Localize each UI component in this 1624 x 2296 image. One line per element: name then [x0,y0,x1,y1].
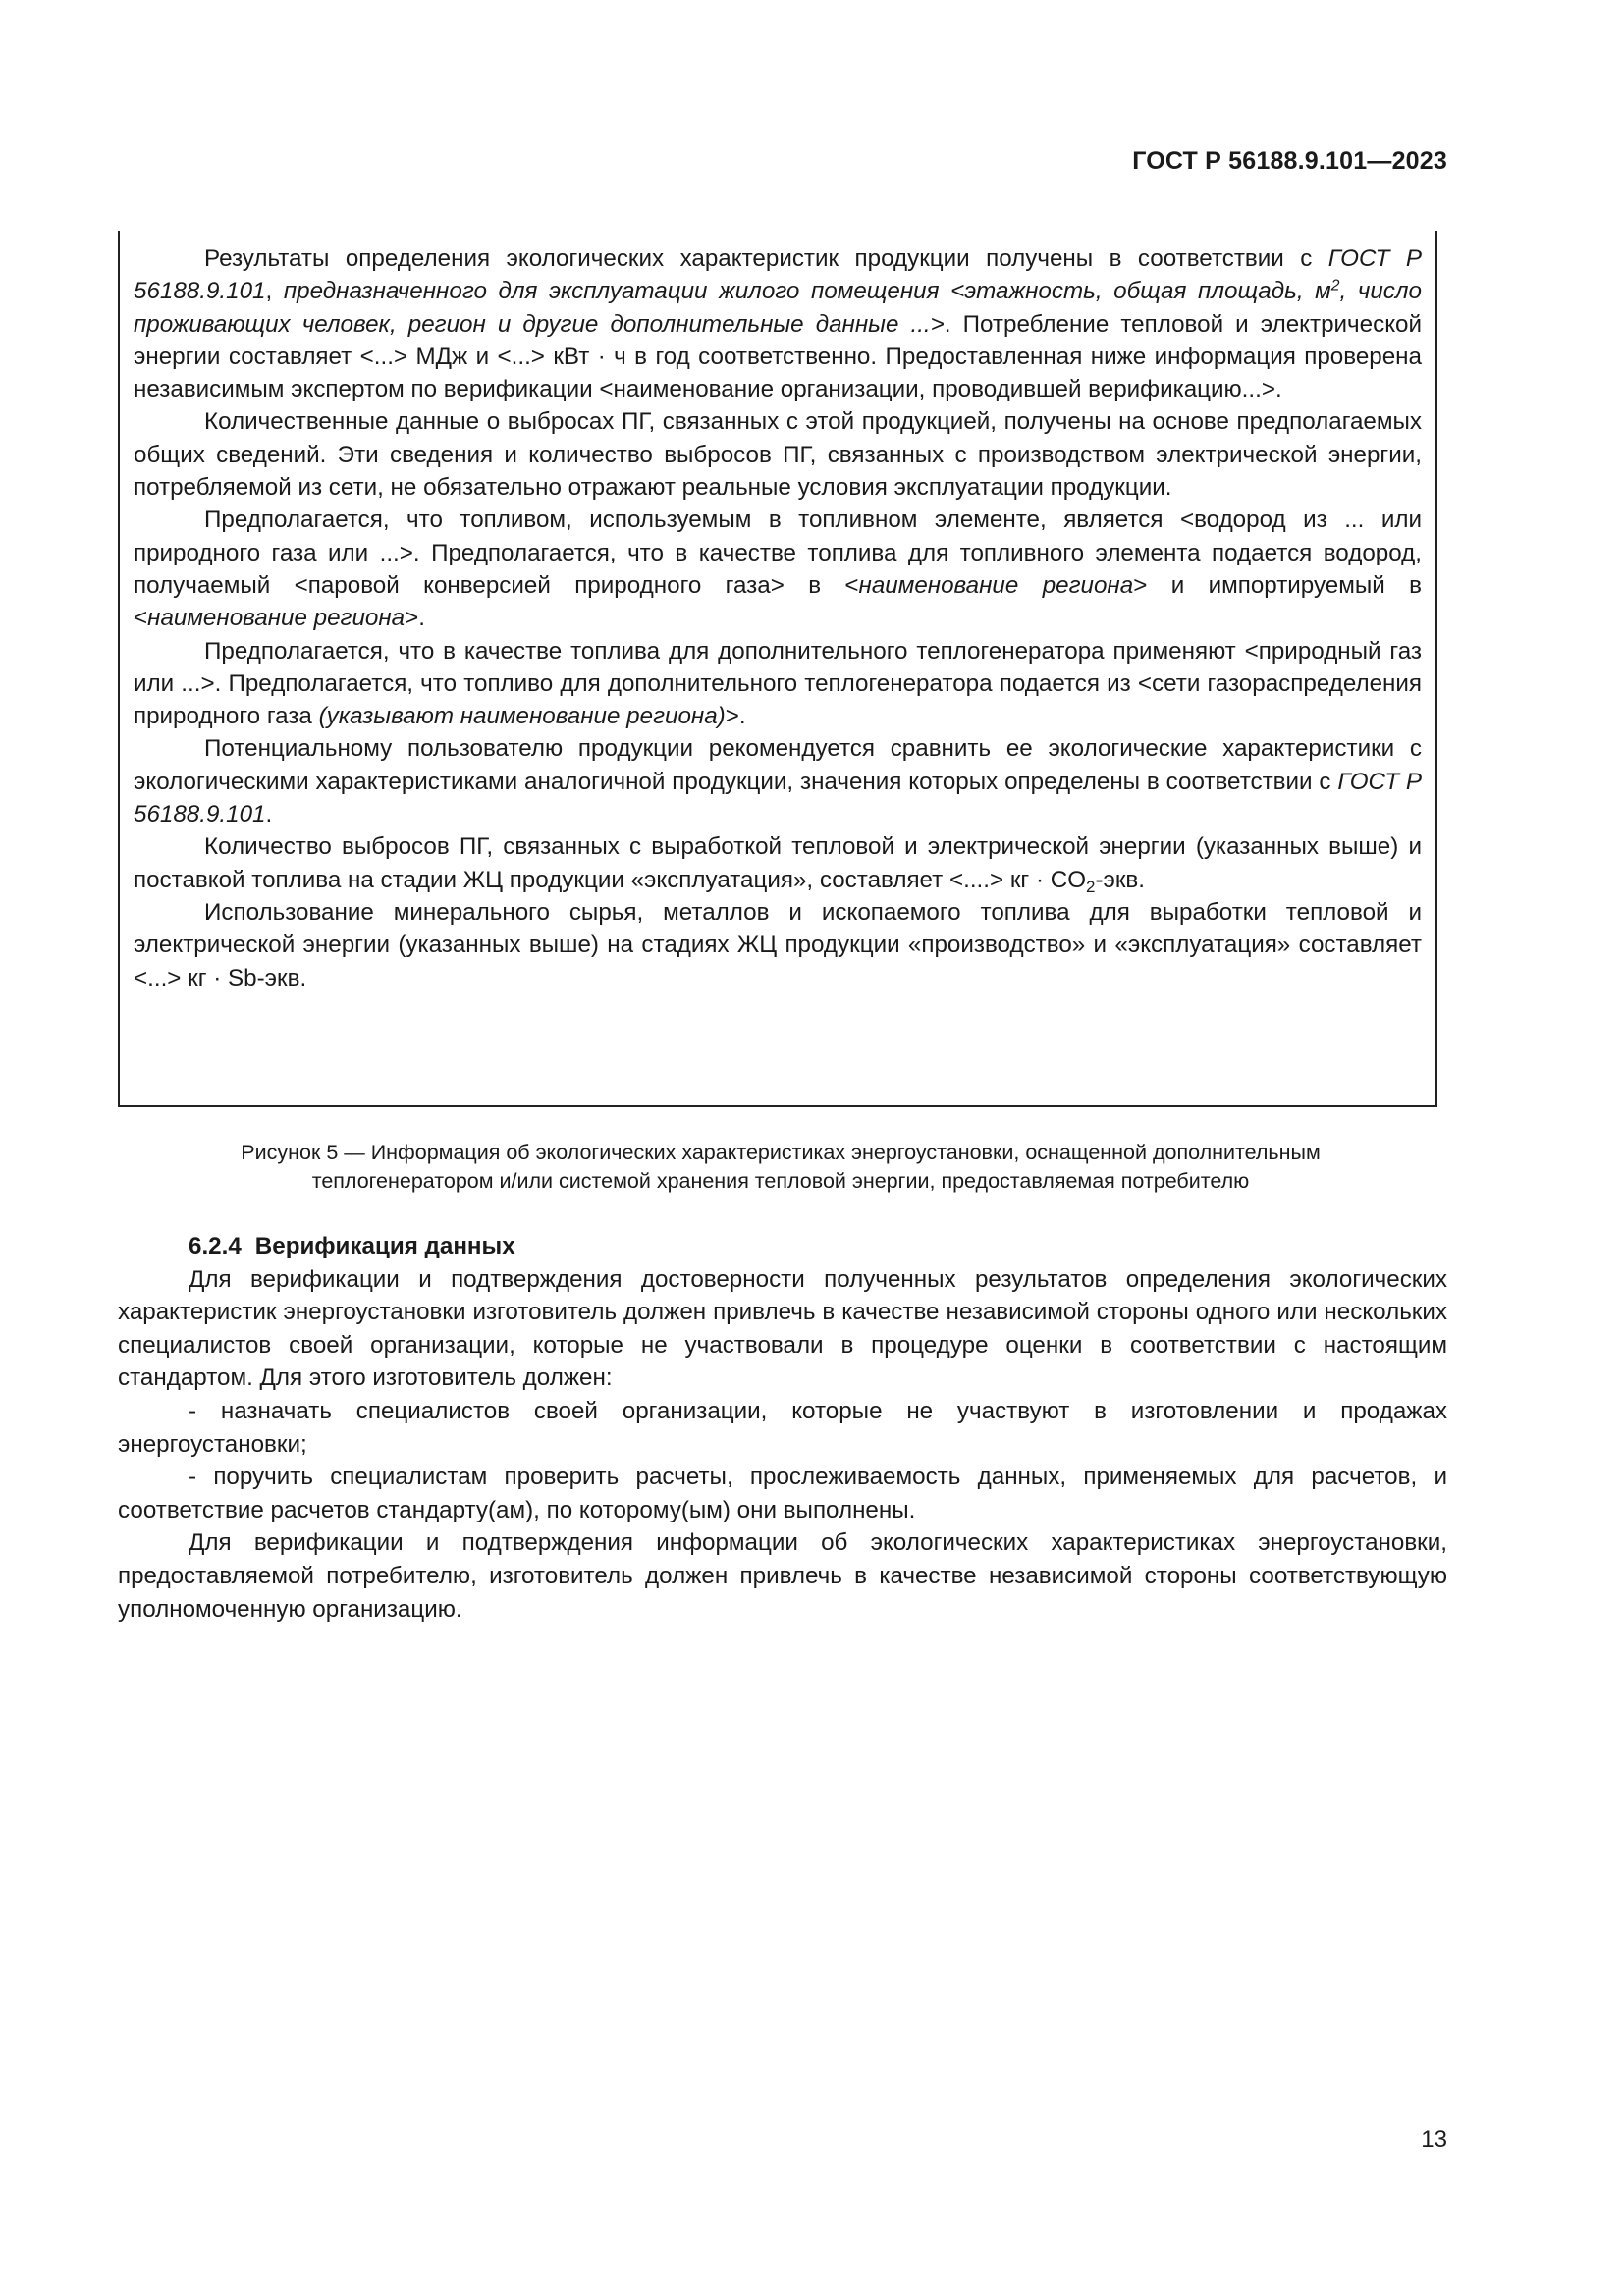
figure-content [134,242,1422,994]
document-header: ГОСТ Р 56188.9.101—2023 [1132,147,1447,175]
frame-paragraph-2: Количественные данные о выбросах ПГ, связанных с этой продукцией, получены на основе предполагаемых общих сведений. Эти сведения и количество выбросов ПГ, связанных с производством электрической энергии, потребляемой из сети, не обязательно отражают реальные условия эксплуатации продукции. [134,408,1422,502]
caption-line-1: Рисунок 5 — Информация об экологических характеристиках энергоустановки, оснащенной дополнительным [241,1141,1321,1164]
page-number: 13 [1421,2126,1447,2153]
frame-paragraph-1: Результаты определения экологических характеристик продукции получены в соответствии с ГОСТ Р 56188.9.101, предназначенного для эксплуатации жилого помещения <этажность, общая площадь, $м^2$, число проживающих человек, регион и другие дополнительные данные ...>. Потребление тепловой и электрической энергии составляет <...> МДж и <...> кВт · ч в год соответственно. Предоставленная ниже информация проверена независимым экспертом по верификации <наименование организации, проводившей верификацию...>. [134,245,1423,403]
figure-frame [118,231,1437,1107]
figure-caption [137,1139,1424,1196]
frame-paragraph-7: Использование минерального сырья, металлов и ископаемого топлива для выработки тепловой и электрической энергии (указанных выше) на стадиях ЖЦ продукции «производство» и «эксплуатация» составляет <...> кг · Sb-экв. [134,898,1422,991]
section-heading [118,1230,1447,1263]
section-paragraph-1: Для верификации и подтверждения достоверности полученных результатов определения экологических характеристик энергоустановки изготовитель должен привлечь в качестве независимой стороны одного или нескольких специалистов своей организации, которые не участвовали в процедуре оценки в соответствии с настоящим стандартом. Для этого изготовитель должен: [118,1265,1447,1392]
frame-paragraph-3: Предполагается, что топливом, используемым в топливном элементе, является <водород из ... или природного газа или ...>. Предполагается, что в качестве топлива для топливного элемента подается водород, получаемый <паровой конверсией природного газа> в <наименование региона> и импортируемый в <наименование региона>. [134,507,1422,632]
list-item: - поручить специалистам проверить расчеты, прослеживаемость данных, применяемых для расчетов, и соответствие расчетов стандарту(ам), по которому(ым) они выполнены. [118,1464,1447,1523]
section-title: Верификация данных [254,1233,515,1259]
section-number: 6.2.4 [189,1233,242,1259]
section-paragraph-2: Для верификации и подтверждения информации об экологических характеристиках энергоустановки, предоставляемой потребителю, изготовитель должен привлечь в качестве независимой стороны соответствующую уполномоченную организацию. [118,1529,1447,1623]
section-6-2-4 [118,1230,1447,1626]
frame-paragraph-5: Потенциальному пользователю продукции рекомендуется сравнить ее экологические характеристики с экологическими характеристиками аналогичной продукции, значения которых определены в соответствии с ГОСТ Р 56188.9.101. [134,735,1422,828]
frame-paragraph-4: Предполагается, что в качестве топлива для дополнительного теплогенератора применяют <природный газ или ...>. Предполагается, что топливо для дополнительного теплогенератора подается из <сети газораспределения природного газа (указывают наименование региона)>. [134,637,1422,730]
list-item: - назначать специалистов своей организации, которые не участвуют в изготовлении и продажах энергоустановки; [118,1397,1447,1458]
caption-line-2: теплогенератором и/или системой хранения тепловой энергии, предоставляемая потребителю [311,1169,1250,1193]
frame-paragraph-6: Количество выбросов ПГ, связанных с выработкой тепловой и электрической энергии (указанных выше) и поставкой топлива на стадии ЖЦ продукции «эксплуатация», составляет <....> кг · $CO_2$-экв. [134,833,1422,896]
